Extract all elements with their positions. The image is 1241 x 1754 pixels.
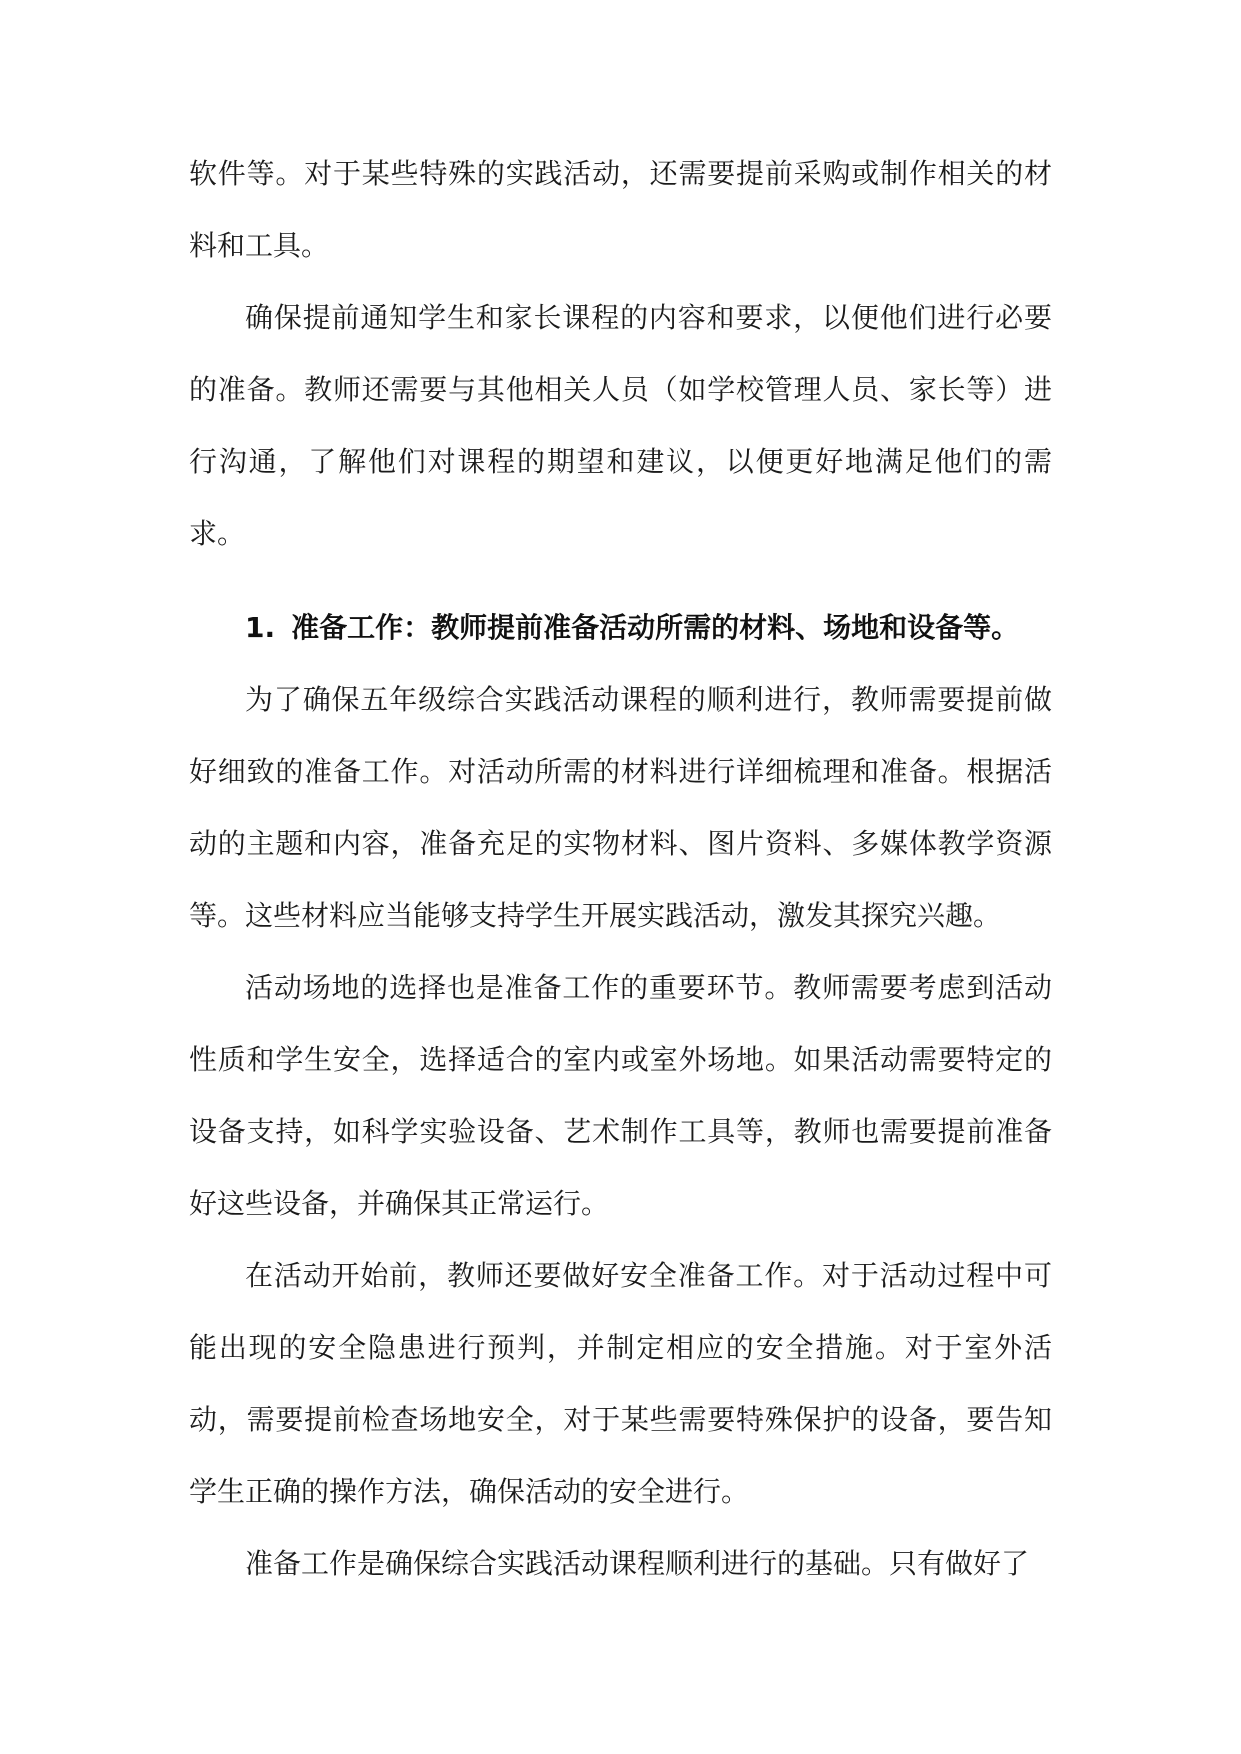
document-body bbox=[189, 138, 1052, 1600]
section-heading bbox=[189, 592, 1052, 664]
heading-number: 1. bbox=[245, 611, 276, 644]
paragraph-notify-students: 确保提前通知学生和家长课程的内容和要求，以便他们进行必要的准备。教师还需要与其他相关人员（如学校管理人员、家长等）进行沟通，了解他们对课程的期望和建议，以便更好地满足他们的需求。 bbox=[189, 301, 1052, 550]
paragraph-safety: 在活动开始前，教师还要做好安全准备工作。对于活动过程中可能出现的安全隐患进行预判，并制定相应的安全措施。对于室外活动，需要提前检查场地安全，对于某些需要特殊保护的设备，要告知学生正确的操作方法，确保活动的安全进行。 bbox=[189, 1259, 1052, 1508]
heading-text: 准备工作：教师提前准备活动所需的材料、场地和设备等。 bbox=[291, 611, 1020, 644]
paragraph-continuation: 软件等。对于某些特殊的实践活动，还需要提前采购或制作相关的材料和工具。 bbox=[189, 157, 1052, 262]
paragraph-foundation: 准备工作是确保综合实践活动课程顺利进行的基础。只有做好了 bbox=[245, 1547, 1030, 1580]
paragraph-venue: 活动场地的选择也是准备工作的重要环节。教师需要考虑到活动性质和学生安全，选择适合的室内或室外场地。如果活动需要特定的设备支持，如科学实验设备、艺术制作工具等，教师也需要提前准备好这些设备，并确保其正常运行。 bbox=[189, 971, 1052, 1220]
paragraph-materials: 为了确保五年级综合实践活动课程的顺利进行，教师需要提前做好细致的准备工作。对活动所需的材料进行详细梳理和准备。根据活动的主题和内容，准备充足的实物材料、图片资料、多媒体教学资源等。这些材料应当能够支持学生开展实践活动，激发其探究兴趣。 bbox=[189, 683, 1052, 932]
